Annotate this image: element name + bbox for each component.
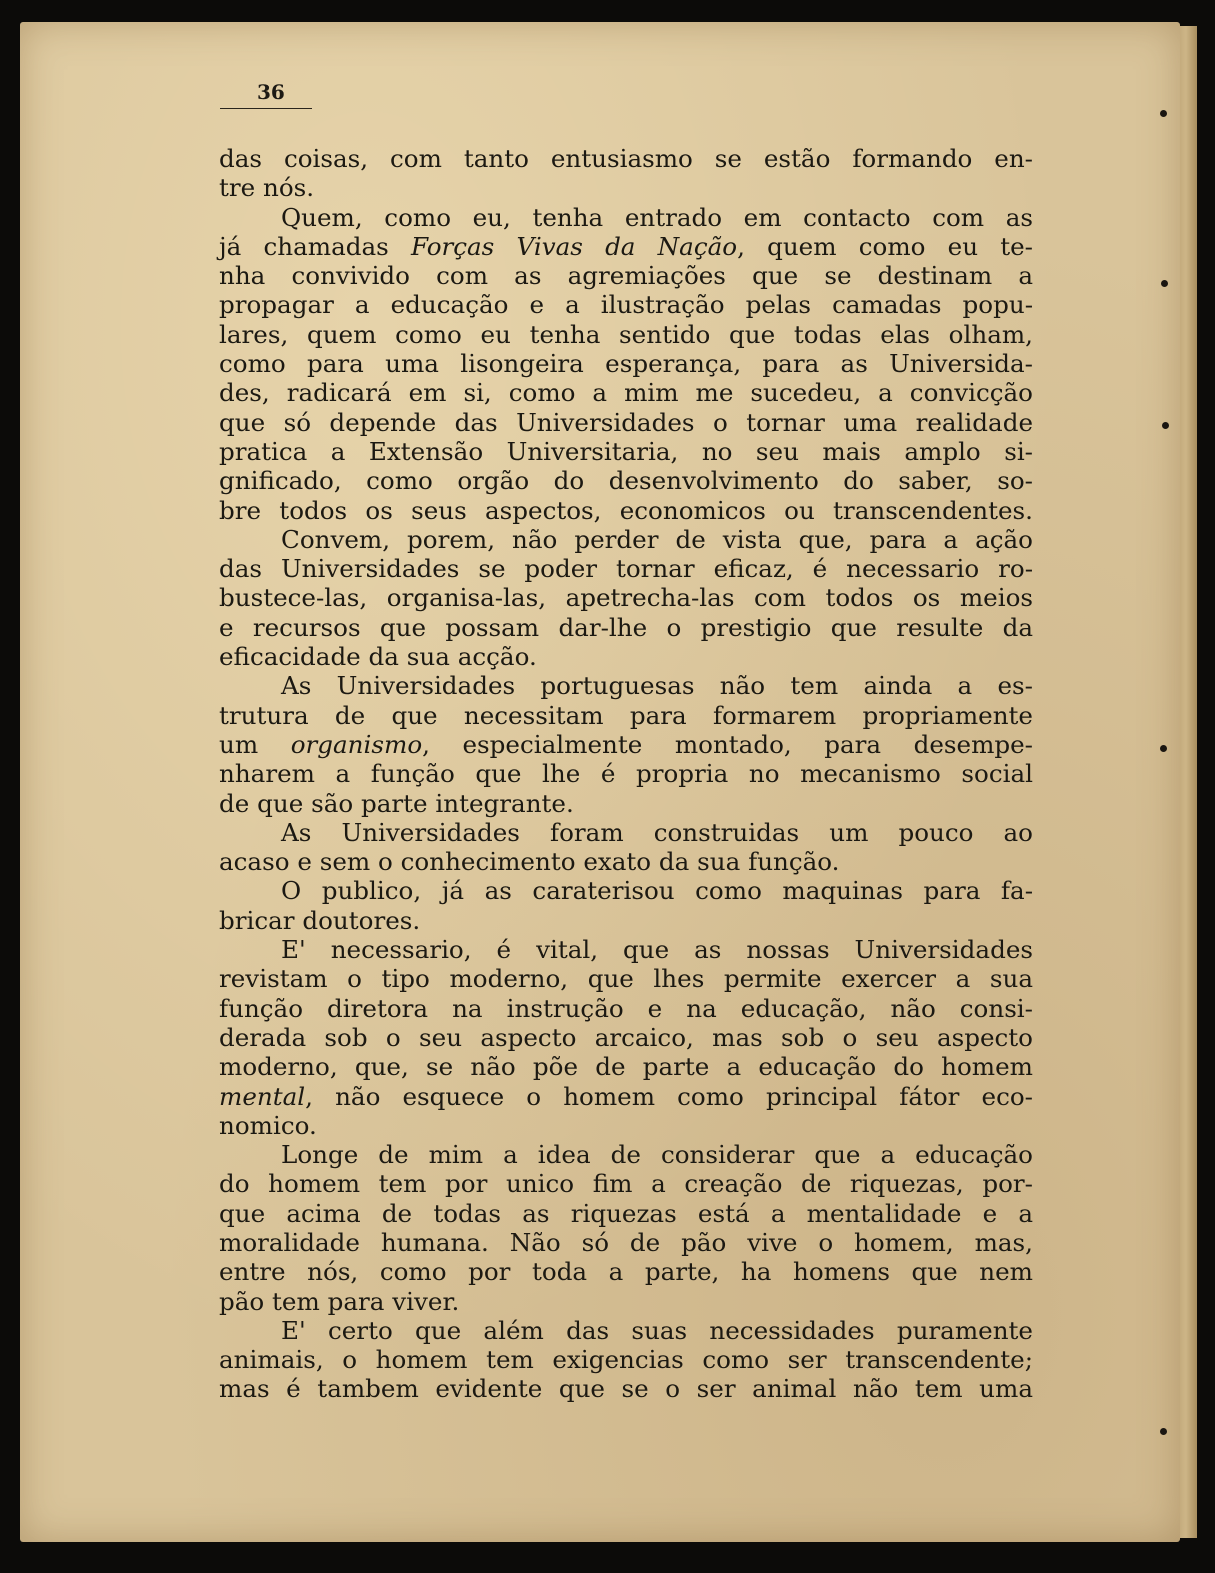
text-line: que acima de todas as riquezas está a mentalidade e a xyxy=(219,1198,1033,1228)
text-fragment: já chamadas xyxy=(219,231,411,261)
header-rule xyxy=(220,108,312,109)
text-line xyxy=(219,232,1033,261)
text-line: derada sob o seu aspecto arcaico, mas sob o seu aspecto xyxy=(219,1022,1033,1052)
text-line: pratica a Extensão Universitaria, no seu mais amplo si- xyxy=(219,436,1033,466)
text-line: mas é tambem evidente que se o ser animal não tem uma xyxy=(219,1374,1033,1404)
page-number: 36 xyxy=(257,80,285,104)
text-line: função diretora na instrução e na educação, não consi- xyxy=(219,993,1033,1023)
text-line xyxy=(219,730,1033,759)
edge-mark xyxy=(1160,745,1167,752)
text-line: nomico. xyxy=(219,1110,317,1140)
text-line: tre nós. xyxy=(219,173,315,203)
text-line: bustece-las, organisa-las, apetrecha-las com todos os meios xyxy=(219,583,1033,613)
text-line: de que são parte integrante. xyxy=(219,788,574,818)
edge-mark xyxy=(1160,110,1167,117)
text-line: bricar doutores. xyxy=(219,905,421,935)
text-line: moralidade humana. Não só de pão vive o homem, mas, xyxy=(219,1227,1033,1257)
italic-text: Forças Vivas da Nação xyxy=(410,231,738,261)
text-line: e recursos que possam dar-lhe o prestigio que resulte da xyxy=(219,612,1033,642)
text-line: revistam o tipo moderno, que lhes permite exercer a sua xyxy=(219,964,1033,994)
text-line: Quem, como eu, tenha entrado em contacto com as xyxy=(281,202,1033,232)
text-line: lares, quem como eu tenha sentido que todas elas olham, xyxy=(219,319,1033,349)
text-line: propagar a educação e a ilustração pelas camadas popu- xyxy=(219,290,1033,320)
text-line: bre todos os seus aspectos, economicos ou transcendentes. xyxy=(219,495,1033,525)
text-line xyxy=(219,1082,1033,1111)
text-line: E' necessario, é vital, que as nossas Universidades xyxy=(281,935,1033,965)
text-line: As Universidades portuguesas não tem ainda a es- xyxy=(281,671,1033,701)
text-fragment: , não esquece o homem como principal fátor eco- xyxy=(305,1081,1033,1111)
text-line: eficacidade da sua acção. xyxy=(219,642,537,672)
text-line: acaso e sem o conhecimento exato da sua função. xyxy=(219,847,840,877)
text-line: Convem, porem, não perder de vista que, para a ação xyxy=(281,524,1033,554)
text-line: entre nós, como por toda a parte, ha homens que nem xyxy=(219,1257,1033,1287)
text-line: gnificado, como orgão do desenvolvimento do saber, so- xyxy=(219,466,1033,496)
text-line: nha convivido com as agremiações que se destinam a xyxy=(219,261,1033,291)
edge-mark xyxy=(1162,422,1169,429)
text-line: E' certo que além das suas necessidades puramente xyxy=(281,1315,1033,1345)
text-line: pão tem para viver. xyxy=(219,1286,460,1316)
text-line: das coisas, com tanto entusiasmo se estão formando en- xyxy=(219,144,1033,173)
body-text xyxy=(219,144,1033,1404)
text-fragment: , quem como eu te- xyxy=(737,231,1033,261)
text-line: trutura de que necessitam para formarem propriamente xyxy=(219,700,1033,730)
text-line: des, radicará em si, como a mim me sucedeu, a convicção xyxy=(219,378,1033,408)
text-line: que só depende das Universidades o tornar uma realidade xyxy=(219,407,1033,437)
text-line: nharem a função que lhe é propria no mecanismo social xyxy=(219,759,1033,789)
italic-text: mental xyxy=(219,1081,306,1111)
text-line: Longe de mim a idea de considerar que a educação xyxy=(281,1140,1033,1170)
edge-mark xyxy=(1160,1428,1167,1435)
text-line: como para uma lisongeira esperança, para as Universida- xyxy=(219,349,1033,379)
text-line: O publico, já as caraterisou como maquinas para fa- xyxy=(281,876,1033,906)
text-fragment: um xyxy=(219,729,291,759)
text-line: As Universidades foram construidas um pouco ao xyxy=(281,817,1033,847)
text-line: do homem tem por unico fim a creação de riquezas, por- xyxy=(219,1169,1033,1199)
text-line: moderno, que, se não põe de parte a educação do homem xyxy=(219,1052,1033,1082)
italic-text: organismo xyxy=(290,729,423,759)
text-fragment: , especialmente montado, para desempe- xyxy=(422,729,1033,759)
edge-mark xyxy=(1161,280,1168,287)
text-line: das Universidades se poder tornar eficaz, é necessario ro- xyxy=(219,554,1033,584)
text-line: animais, o homem tem exigencias como ser transcendente; xyxy=(219,1345,1033,1375)
